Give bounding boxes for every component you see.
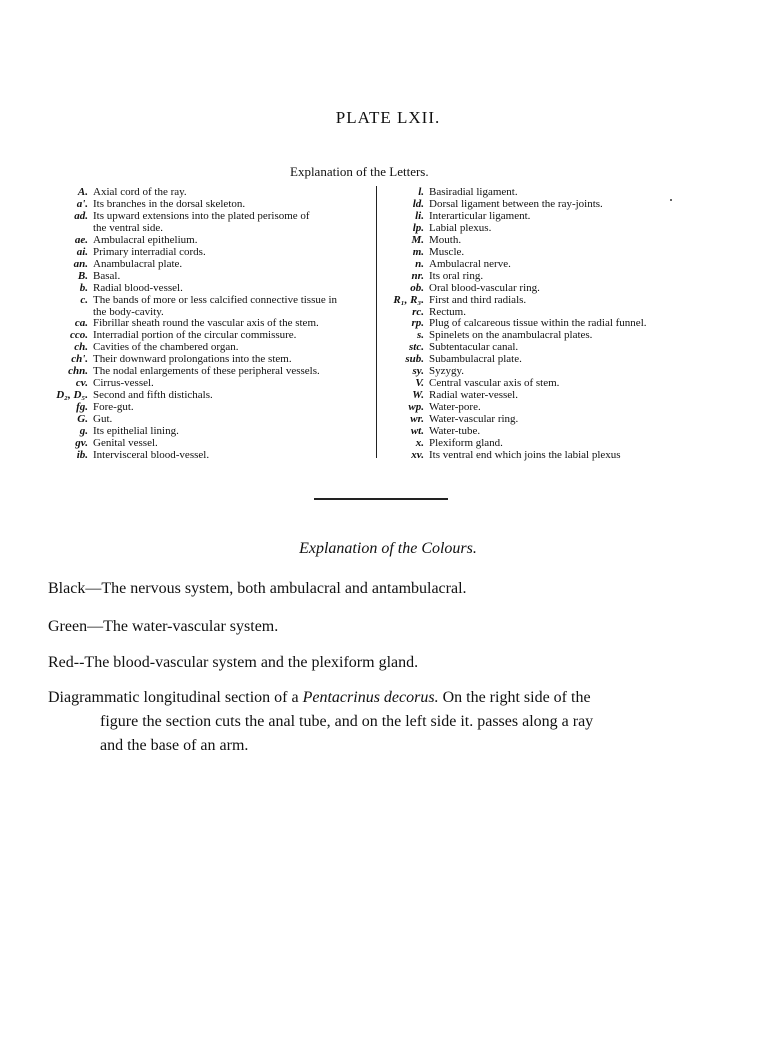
legend-desc: Its oral ring.: [429, 269, 484, 282]
legend-abbr: sy.: [412, 365, 424, 378]
legend-abbr: n.: [415, 257, 424, 270]
legend-desc: Their downward prolongations into the stem.: [93, 353, 292, 366]
legend-desc: Fore-gut.: [93, 401, 134, 414]
legend-desc: Subtentacular canal.: [429, 341, 519, 354]
legend-entry: [40, 259, 370, 271]
legend-desc: Its epithelial lining.: [93, 425, 179, 438]
legend-abbr: cco.: [69, 329, 88, 342]
legend-desc: Intervisceral blood-vessel.: [93, 448, 210, 461]
legend-entry: [40, 295, 370, 307]
legend-abbr: m.: [412, 245, 424, 258]
legend-desc: Its branches in the dorsal skeleton.: [93, 197, 246, 210]
legend-abbr: cv.: [75, 377, 88, 390]
legend-entry: [40, 211, 370, 223]
legend-desc: Second and fifth distichals.: [93, 389, 213, 402]
legend-desc: Axial cord of the ray.: [93, 186, 187, 198]
legend-desc: Interradial portion of the circular commissure.: [93, 329, 297, 342]
legend-entry: [40, 426, 370, 438]
legend-desc: Radial water-vessel.: [429, 389, 518, 402]
legend-abbr: D₂, D₅.: [56, 389, 88, 402]
legend-desc: Ambulacral epithelium.: [93, 233, 198, 246]
legend-desc: Oral blood-vascular ring.: [429, 281, 540, 294]
legend-entry: [40, 271, 370, 283]
legend-abbr: wp.: [408, 401, 424, 414]
colours-heading: Explanation of the Colours.: [299, 540, 477, 557]
legend-abbr: ca.: [74, 317, 88, 330]
legend-desc: Water-tube.: [429, 425, 481, 438]
legend-abbr: chn.: [68, 365, 88, 378]
section-rule: [314, 498, 448, 500]
legend-entry: [40, 235, 370, 247]
legend-abbr: G.: [77, 413, 88, 426]
legend-abbr: nr.: [411, 269, 424, 282]
legend-abbr: ld.: [412, 197, 424, 210]
column-divider: [376, 186, 377, 458]
legend-abbr: ae.: [74, 233, 88, 246]
legend-abbr: ch.: [74, 341, 88, 354]
legend-abbr: an.: [73, 257, 88, 270]
legend-entry: [40, 247, 370, 259]
legend-abbr: l.: [418, 186, 424, 198]
legend-entry: [40, 223, 370, 235]
legend-abbr: li.: [415, 209, 424, 222]
legend-desc: the body-cavity.: [93, 305, 164, 318]
legend-desc: Cirrus-vessel.: [93, 377, 154, 390]
legend-entry: [384, 283, 694, 295]
legend-abbr: R₁, R₃.: [393, 293, 424, 306]
legend-entry: [40, 402, 370, 414]
legend-desc: Central vascular axis of stem.: [429, 377, 560, 390]
letters-left-column: [40, 187, 370, 462]
legend-abbr: ad.: [74, 209, 88, 222]
legend-abbr: ob.: [410, 281, 424, 294]
caption-prefix: Diagrammatic longitudinal section of a: [48, 689, 299, 706]
legend-desc: Primary interradial cords.: [93, 245, 206, 258]
colour-black: Black—The nervous system, both ambulacral and antambulacral.: [48, 580, 467, 597]
legend-entry: [384, 259, 694, 271]
legend-abbr: fg.: [76, 401, 88, 414]
plate-title: PLATE LXII.: [335, 108, 441, 127]
legend-desc: Water-vascular ring.: [429, 413, 519, 426]
legend-entry: [384, 247, 694, 259]
legend-desc: Fibrillar sheath round the vascular axis of the stem.: [93, 317, 319, 330]
legend-abbr: b.: [79, 281, 88, 294]
legend-abbr: A.: [77, 186, 88, 198]
colour-red: Red--The blood-vascular system and the plexiform gland.: [48, 654, 419, 671]
legend-abbr: ai.: [76, 245, 88, 258]
legend-entry: [40, 283, 370, 295]
caption-line3: and the base of an arm.: [100, 737, 249, 754]
legend-desc: Interarticular ligament.: [429, 209, 531, 222]
legend-desc: the ventral side.: [93, 221, 163, 234]
legend-abbr: s.: [416, 329, 424, 342]
legend-abbr: lp.: [412, 221, 424, 234]
legend-abbr: stc.: [409, 341, 424, 354]
legend-desc: Plug of calcareous tissue within the radial funnel.: [429, 317, 647, 330]
legend-desc: Syzygy.: [429, 365, 465, 378]
legend-abbr: rc.: [412, 305, 424, 318]
legend-entry: [384, 450, 694, 462]
legend-desc: Rectum.: [429, 305, 466, 318]
legend-abbr: c.: [80, 293, 88, 306]
legend-abbr: sub.: [405, 353, 424, 366]
legend-desc: Its upward extensions into the plated perisome of: [93, 209, 310, 222]
legend-desc: Mouth.: [429, 233, 462, 246]
legend-desc: Water-pore.: [429, 401, 481, 414]
caption-line1-rest: On the right side of the: [442, 689, 591, 706]
legend-desc: Basiradial ligament.: [429, 186, 518, 198]
legend-abbr: rp.: [411, 317, 424, 330]
letters-heading: Explanation of the Letters.: [290, 164, 429, 179]
legend-abbr: ib.: [76, 448, 88, 461]
legend-abbr: B.: [77, 269, 88, 282]
legend-desc: First and third radials.: [429, 293, 527, 306]
caption-species: Pentacrinus decorus.: [302, 689, 439, 706]
legend-desc: Muscle.: [429, 245, 465, 258]
legend-abbr: x.: [415, 437, 424, 450]
legend-desc: The nodal enlargements of these peripheral vessels.: [93, 365, 320, 378]
legend-entry: [40, 450, 370, 462]
legend-desc: Basal.: [93, 269, 121, 282]
legend-desc: Its ventral end which joins the labial plexus: [429, 448, 621, 461]
legend-entry: [40, 390, 370, 402]
legend-desc: Cavities of the chambered organ.: [93, 341, 239, 354]
legend-entry: [384, 295, 694, 307]
legend-desc: Radial blood-vessel.: [93, 281, 183, 294]
legend-desc: Gut.: [93, 413, 113, 426]
letters-right-column: [384, 187, 694, 462]
legend-abbr: ch'.: [71, 353, 88, 366]
legend-abbr: wt.: [410, 425, 424, 438]
legend-desc: Spinelets on the anambulacral plates.: [429, 329, 593, 342]
legend-entry: [40, 414, 370, 426]
legend-abbr: M.: [411, 233, 424, 246]
legend-entry: [384, 235, 694, 247]
legend-abbr: W.: [412, 389, 424, 402]
caption-line2: figure the section cuts the anal tube, and on the left side it. passes along a ray: [100, 713, 594, 730]
legend-desc: Ambulacral nerve.: [429, 257, 511, 270]
legend-abbr: wr.: [410, 413, 424, 426]
figure-caption: [48, 686, 728, 758]
legend-entry: [40, 366, 370, 378]
legend-abbr: xv.: [411, 448, 424, 461]
legend-desc: Genital vessel.: [93, 437, 158, 450]
legend-desc: The bands of more or less calcified connective tissue in: [93, 293, 338, 306]
legend-desc: Plexiform gland.: [429, 437, 503, 450]
colour-green: Green—The water-vascular system.: [48, 618, 279, 635]
legend-desc: Dorsal ligament between the ray-joints.: [429, 197, 603, 210]
legend-abbr: a'.: [76, 197, 88, 210]
print-speck: [670, 199, 672, 201]
legend-desc: Labial plexus.: [429, 221, 492, 234]
legend-abbr: gv.: [75, 437, 88, 450]
legend-entry: [384, 271, 694, 283]
legend-desc: Subambulacral plate.: [429, 353, 522, 366]
legend-abbr: g.: [79, 425, 88, 438]
legend-desc: Anambulacral plate.: [93, 257, 183, 270]
legend-abbr: V.: [415, 377, 424, 390]
